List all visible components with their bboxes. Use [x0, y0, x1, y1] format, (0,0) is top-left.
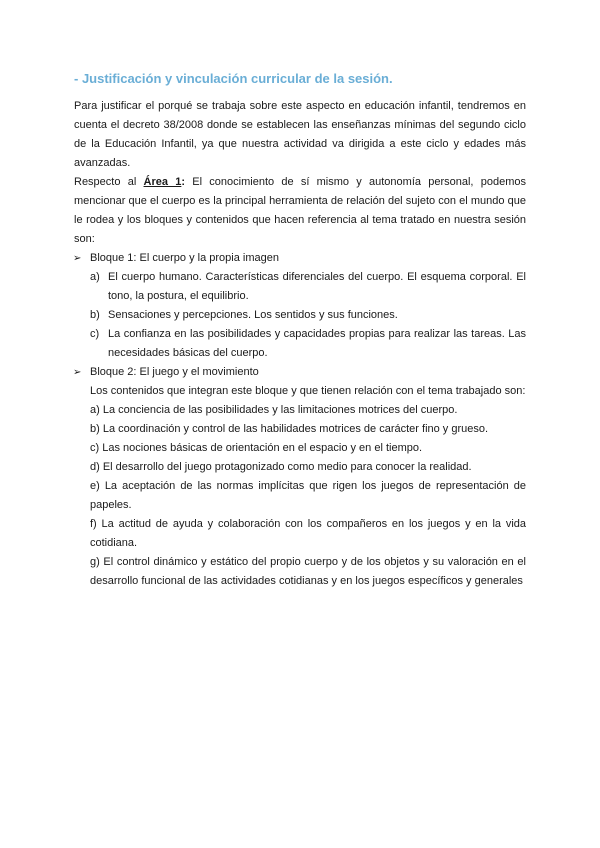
arrow-bullet-icon: ➢ — [73, 367, 82, 378]
intro-paragraph: Para justificar el porqué se trabaja sobre este aspecto en educación infantil, tendremos en cuenta el decreto 38/2008 donde se establecen las enseñanzas mínimas del segundo ciclo de la Educación Infantil, ya que nuestra actividad va dirigida a este ciclo y edades más avanzadas. — [74, 100, 526, 169]
arrow-bullet-icon: ➢ — [73, 253, 82, 264]
content-item: e) La aceptación de las normas implícitas que rigen los juegos de representación de papeles. — [90, 480, 526, 511]
list-marker: a) — [90, 271, 100, 283]
list-marker: b) — [90, 309, 100, 321]
list-item-text: Sensaciones y percepciones. Los sentidos y sus funciones. — [108, 309, 398, 321]
list-item — [74, 306, 526, 325]
list-item — [74, 325, 526, 363]
section-heading: - Justificación y vinculación curricular de la sesión. — [74, 71, 393, 86]
bloque-1-heading — [74, 249, 526, 268]
list-item — [74, 268, 526, 306]
area-label: Área 1 — [143, 176, 182, 188]
bloque-2-intro: Los contenidos que integran este bloque y que tienen relación con el tema trabajado son: — [90, 385, 526, 397]
bloque-1-list — [74, 268, 526, 363]
area-paragraph — [74, 173, 526, 249]
content-item: g) El control dinámico y estático del propio cuerpo y de los objetos y su valoración en el desarrollo funcional de las actividades cotidianas y en los juegos específicos y generales — [90, 556, 526, 587]
document-body — [74, 70, 526, 591]
content-item: c) Las nociones básicas de orientación en el espacio y en el tiempo. — [90, 442, 423, 454]
list-marker: c) — [90, 328, 100, 340]
content-item: a) La conciencia de las posibilidades y las limitaciones motrices del cuerpo. — [90, 404, 458, 416]
content-item: f) La actitud de ayuda y colaboración con los compañeros en los juegos y en la vida cotidiana. — [90, 518, 526, 549]
area-colon: : — [181, 176, 186, 188]
bloque-2-title: Bloque 2: El juego y el movimiento — [90, 366, 259, 378]
content-item: b) La coordinación y control de las habilidades motrices de carácter fino y grueso. — [90, 423, 489, 435]
bloque-2-heading — [74, 363, 526, 382]
list-item-text: La confianza en las posibilidades y capacidades propias para realizar las tareas. Las necesidades básicas del cuerpo. — [108, 328, 526, 359]
bloque-2-contents — [74, 382, 526, 591]
area-text: El conocimiento de sí mismo y autonomía personal, podemos mencionar que el cuerpo es la principal herramienta de relación del sujeto con el mundo que le rodea y los bloques y contenidos que hacen referencia al tema tratado en nuestra sesión son: — [74, 176, 526, 245]
bloque-1-title: Bloque 1: El cuerpo y la propia imagen — [90, 252, 279, 264]
list-item-text: El cuerpo humano. Características diferenciales del cuerpo. El esquema corporal. El tono, la postura, el equilibrio. — [108, 271, 526, 302]
content-item: d) El desarrollo del juego protagonizado como medio para conocer la realidad. — [90, 461, 472, 473]
area-prefix: Respecto al — [74, 176, 137, 188]
